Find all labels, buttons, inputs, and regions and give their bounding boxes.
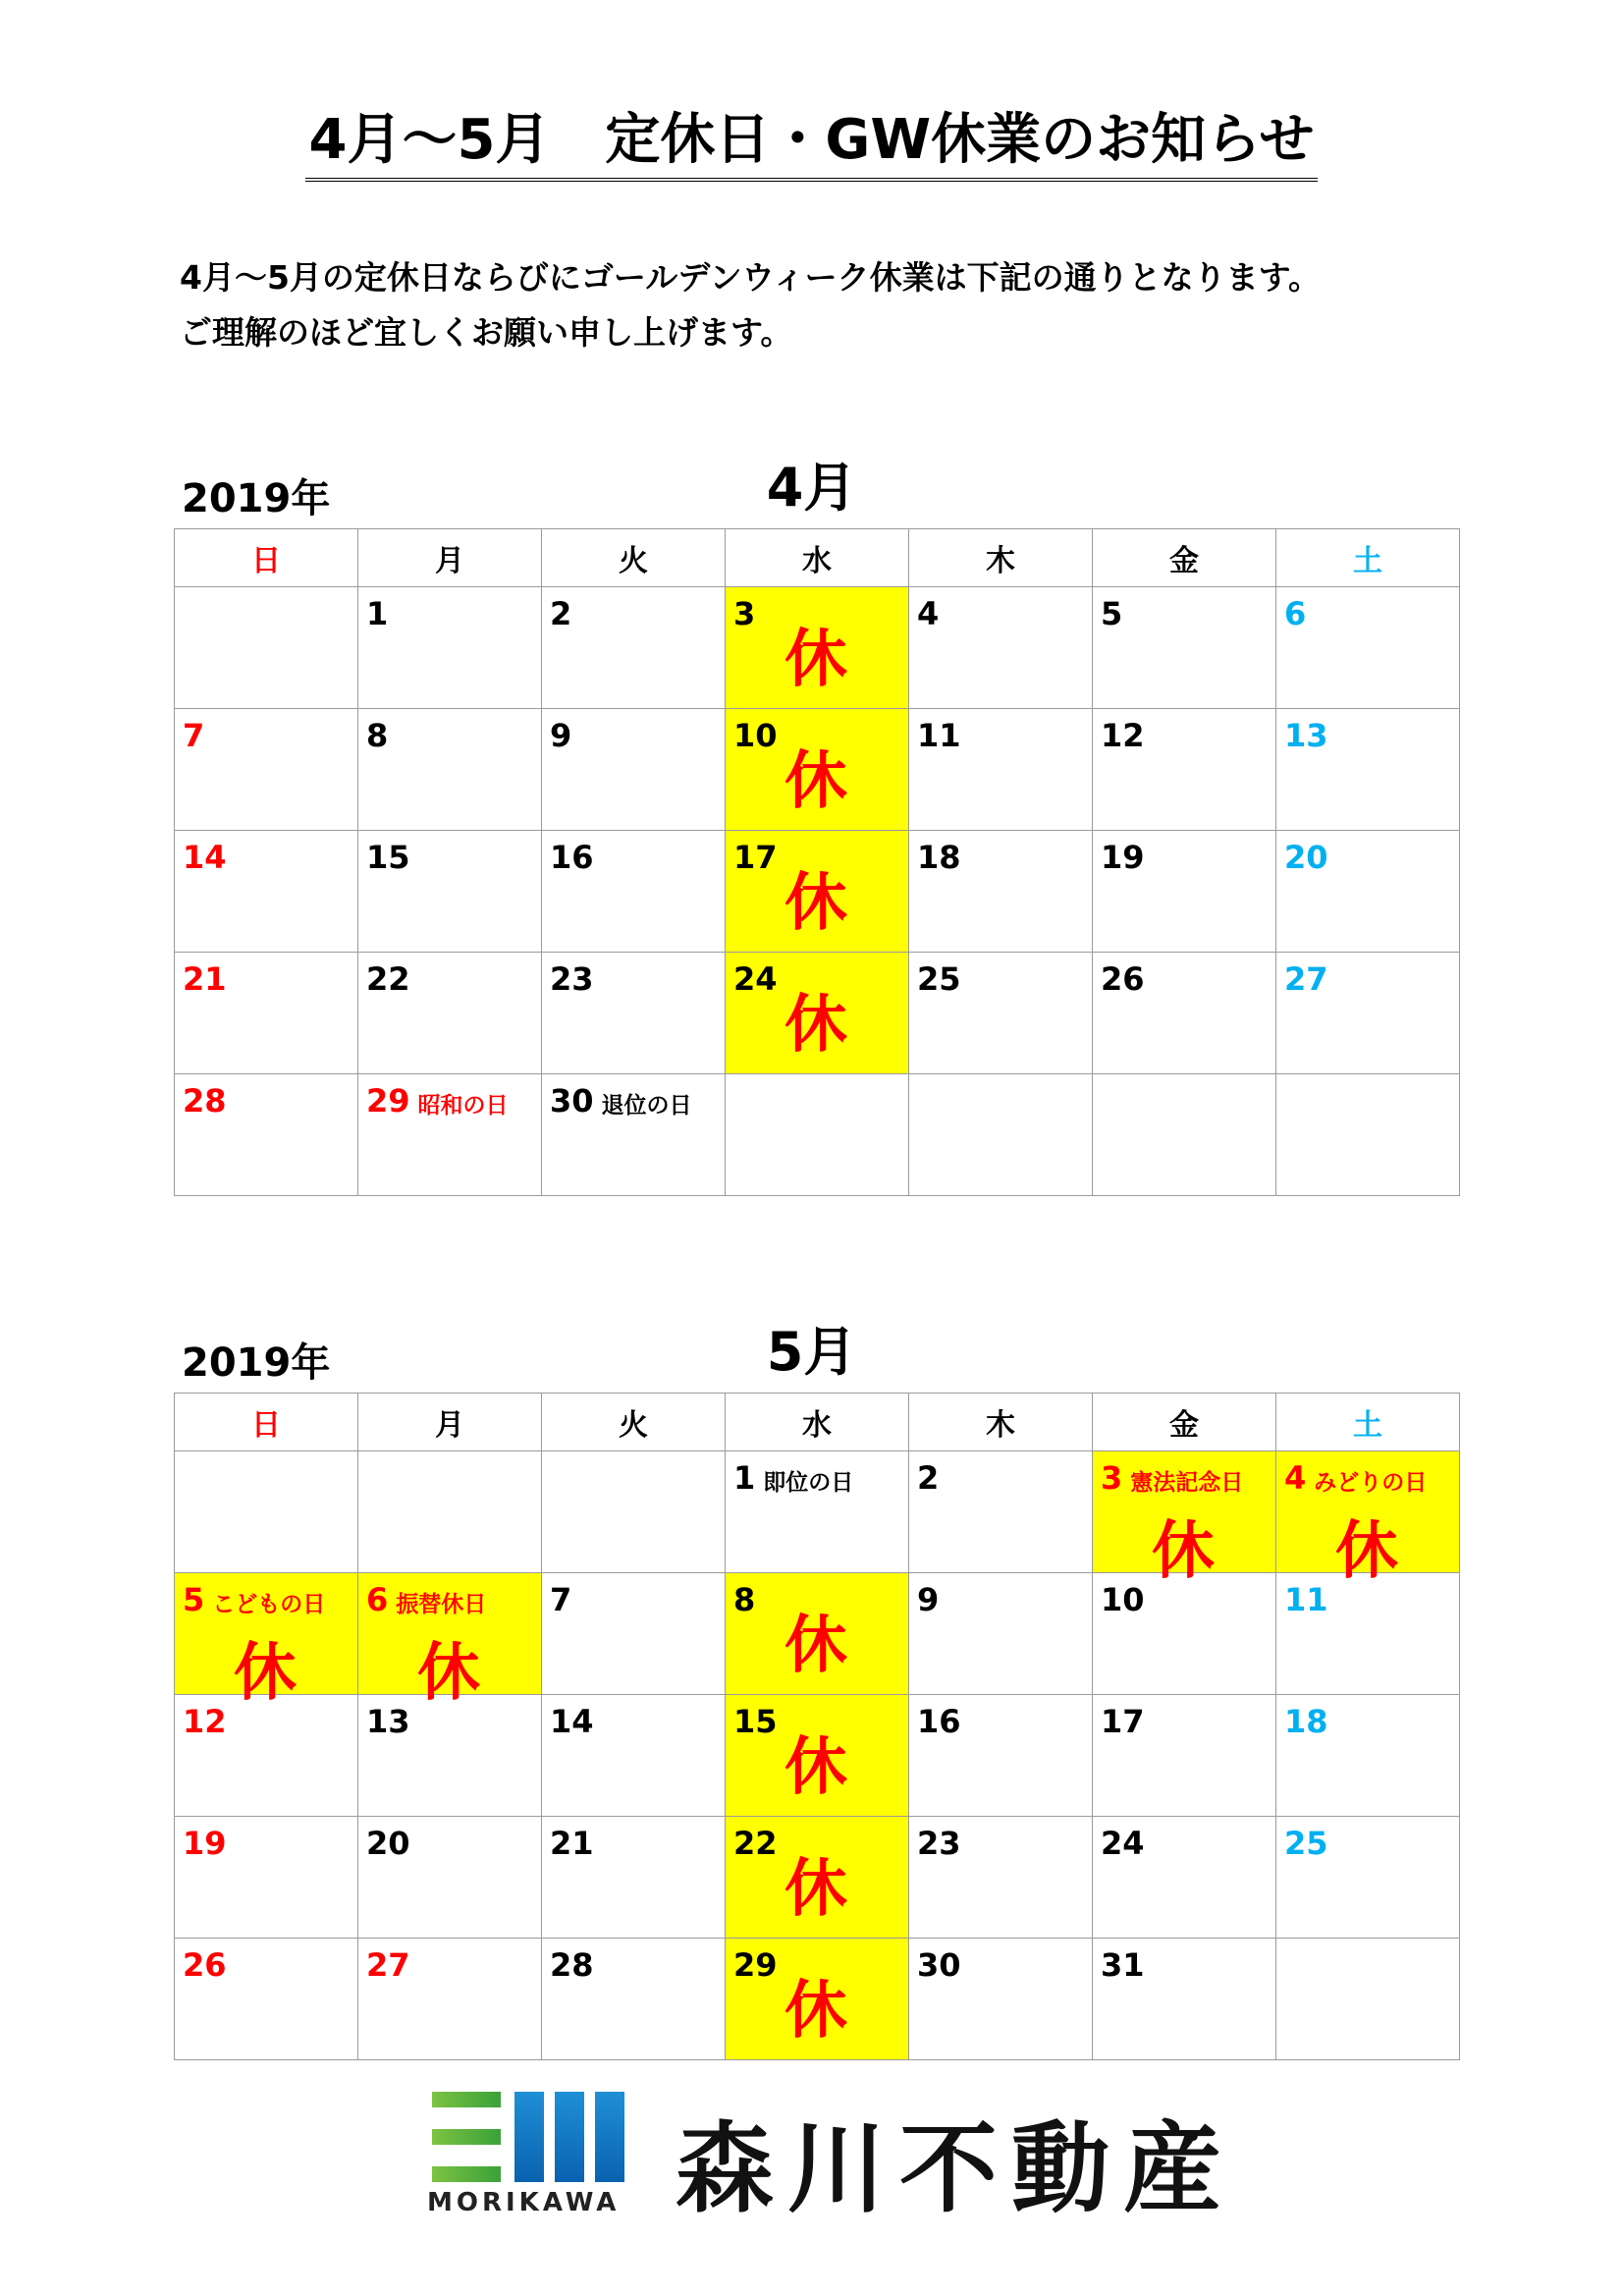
weekday-header: 木: [909, 1394, 1093, 1451]
day-cell: [726, 1573, 909, 1695]
day-number-value: 24: [1101, 1825, 1145, 1862]
day-number-value: 5: [183, 1581, 205, 1618]
day-number: [733, 1703, 778, 1740]
day-number: [550, 1825, 594, 1862]
day-number-value: 14: [183, 839, 227, 876]
day-cell: [542, 709, 726, 831]
day-cell: [358, 587, 542, 709]
week-row: [175, 1939, 1460, 2060]
day-number: [183, 1825, 227, 1862]
intro-text: [180, 250, 1321, 360]
closed-mark: 休: [784, 1853, 847, 1926]
day-number: [1284, 595, 1306, 632]
day-cell: [175, 1074, 358, 1196]
day-cell: [909, 587, 1093, 709]
day-number-value: 17: [1101, 1703, 1145, 1740]
day-number: [550, 1946, 594, 1984]
day-number: [1101, 1825, 1145, 1862]
day-number: [183, 839, 227, 876]
day-cell: [542, 953, 726, 1074]
day-number: [183, 1946, 227, 1984]
day-number-value: 13: [1284, 717, 1328, 754]
day-number: [1101, 1459, 1243, 1497]
day-cell: [726, 709, 909, 831]
intro-line-1: 4月～5月の定休日ならびにゴールデンウィーク休業は下記の通りとなります。: [180, 258, 1321, 297]
day-cell: [1093, 1074, 1276, 1196]
day-number: [366, 1825, 410, 1862]
day-number: [1101, 1703, 1145, 1740]
day-cell: [1276, 1451, 1460, 1588]
day-number-value: 28: [183, 1082, 227, 1120]
holiday-name: 昭和の日: [417, 1092, 509, 1119]
day-cell: [909, 1573, 1093, 1695]
company-name: 森川不動産: [676, 2110, 1235, 2226]
closed-mark: 休: [1335, 1515, 1398, 1588]
day-number: [183, 1082, 227, 1120]
holiday-name: 振替休日: [396, 1591, 487, 1617]
closed-mark: 休: [784, 745, 847, 818]
day-cell: [1093, 1817, 1276, 1939]
day-cell: [726, 953, 909, 1074]
day-number-value: 26: [183, 1946, 227, 1984]
day-cell: [542, 1451, 726, 1573]
day-number-value: 27: [1284, 960, 1328, 998]
may-calendar-table: [174, 1393, 1460, 2060]
day-cell: [726, 831, 909, 953]
day-number-value: 6: [366, 1581, 389, 1618]
weekday-header: 水: [726, 529, 909, 587]
day-cell: [542, 831, 726, 953]
day-cell: [175, 1451, 358, 1573]
day-number-value: 18: [1284, 1703, 1328, 1740]
day-cell: [1093, 831, 1276, 953]
day-cell: [358, 1939, 542, 2060]
day-number: [1101, 960, 1145, 998]
day-number: [1284, 839, 1328, 876]
day-cell: [726, 587, 909, 709]
day-number: [183, 1703, 227, 1740]
week-row: [175, 1451, 1460, 1573]
day-number-value: 2: [917, 1459, 940, 1497]
closed-mark: 休: [784, 1975, 847, 2048]
april-year-label: 2019年: [182, 476, 331, 521]
day-number: [183, 1581, 325, 1618]
april-calendar-table: [174, 528, 1460, 1196]
holiday-name: こどもの日: [212, 1591, 326, 1617]
day-number-value: 3: [1101, 1459, 1123, 1497]
day-number-value: 16: [550, 839, 594, 876]
day-number-value: 15: [366, 839, 410, 876]
day-cell: [175, 1573, 358, 1710]
day-number-value: 20: [366, 1825, 410, 1862]
day-number: [366, 717, 388, 754]
closed-mark: 休: [234, 1637, 297, 1710]
day-cell: [1276, 831, 1460, 953]
day-cell: [175, 953, 358, 1074]
day-cell: [909, 953, 1093, 1074]
weekday-header: 金: [1093, 1394, 1276, 1451]
day-number: [1101, 595, 1122, 632]
closed-mark: 休: [784, 867, 847, 940]
day-number-value: 30: [917, 1946, 961, 1984]
day-number: [733, 839, 778, 876]
day-number-value: 5: [1101, 595, 1123, 632]
day-number-value: 25: [1284, 1825, 1328, 1862]
day-cell: [358, 1695, 542, 1817]
day-number-value: 4: [917, 595, 940, 632]
day-cell: [358, 1817, 542, 1939]
page-title: [0, 96, 1623, 175]
day-number-value: 14: [550, 1703, 594, 1740]
day-number: [183, 960, 227, 998]
day-cell: [175, 1939, 358, 2060]
day-number-value: 12: [1101, 717, 1145, 754]
closed-mark: 休: [417, 1637, 480, 1710]
day-number: [366, 1581, 486, 1618]
day-cell: [1093, 1451, 1276, 1588]
day-cell: [358, 831, 542, 953]
day-number: [183, 717, 204, 754]
day-number-value: 15: [733, 1703, 778, 1740]
day-number: [550, 595, 571, 632]
day-cell: [542, 1939, 726, 2060]
intro-line-2: ご理解のほど宜しくお願い申し上げます。: [180, 313, 793, 352]
day-number: [550, 1082, 692, 1120]
day-number-value: 24: [733, 960, 778, 998]
day-cell: [1276, 953, 1460, 1074]
day-number-value: 21: [183, 960, 227, 998]
day-number-value: 18: [917, 839, 961, 876]
week-row: [175, 831, 1460, 953]
day-number: [1101, 1946, 1145, 1984]
day-cell: [175, 709, 358, 831]
day-number-value: 10: [1101, 1581, 1145, 1618]
day-number-value: 29: [366, 1082, 410, 1120]
day-cell: [1093, 587, 1276, 709]
day-number-value: 17: [733, 839, 778, 876]
closed-mark: 休: [784, 1610, 847, 1682]
closed-mark: 休: [784, 624, 847, 696]
day-number-value: 7: [550, 1581, 572, 1618]
day-number-value: 1: [366, 595, 389, 632]
day-number: [550, 1703, 594, 1740]
week-row: [175, 1074, 1460, 1196]
holiday-name: 憲法記念日: [1130, 1469, 1244, 1496]
day-number: [733, 1459, 853, 1497]
day-number-value: 23: [550, 960, 594, 998]
weekday-header: 火: [542, 1394, 726, 1451]
morikawa-logo-icon: [432, 2092, 624, 2186]
day-cell: [726, 1451, 909, 1573]
day-cell: [1276, 1695, 1460, 1817]
day-cell: [358, 1573, 542, 1710]
weekday-header: 日: [175, 1394, 358, 1451]
day-number-value: 6: [1284, 595, 1307, 632]
day-number: [550, 960, 594, 998]
day-cell: [1276, 1573, 1460, 1695]
closed-mark: 休: [784, 1731, 847, 1804]
logo-wordmark: MORIKAWA: [427, 2188, 621, 2217]
weekday-header: 木: [909, 529, 1093, 587]
day-cell: [1093, 953, 1276, 1074]
day-number-value: 25: [917, 960, 961, 998]
day-number-value: 21: [550, 1825, 594, 1862]
day-number: [917, 595, 939, 632]
day-number-value: 26: [1101, 960, 1145, 998]
may-year-label: 2019年: [182, 1340, 331, 1386]
day-cell: [726, 1695, 909, 1817]
day-number-value: 16: [917, 1703, 961, 1740]
day-number-value: 1: [733, 1459, 756, 1497]
day-number: [1284, 1581, 1328, 1618]
day-number-value: 30: [550, 1082, 594, 1120]
day-number: [917, 1946, 961, 1984]
week-row: [175, 587, 1460, 709]
day-number: [733, 717, 778, 754]
day-cell: [1093, 1939, 1276, 2060]
day-number: [366, 1082, 509, 1120]
day-cell: [175, 1695, 358, 1817]
day-cell: [909, 1451, 1093, 1573]
day-number: [733, 595, 755, 632]
day-number: [733, 960, 778, 998]
day-cell: [175, 831, 358, 953]
day-number: [917, 1703, 961, 1740]
day-cell: [542, 587, 726, 709]
day-cell: [726, 1939, 909, 2060]
day-number: [733, 1946, 778, 1984]
week-row: [175, 1817, 1460, 1939]
day-number: [733, 1825, 778, 1862]
day-cell: [542, 1695, 726, 1817]
day-number-value: 20: [1284, 839, 1328, 876]
day-number: [366, 960, 410, 998]
day-number: [917, 839, 961, 876]
weekday-header: 土: [1276, 1394, 1460, 1451]
day-cell: [358, 1451, 542, 1573]
day-cell: [1093, 1695, 1276, 1817]
april-month-label: 4月: [766, 457, 857, 519]
day-number: [1284, 717, 1328, 754]
day-number: [550, 1581, 571, 1618]
day-cell: [1276, 1074, 1460, 1196]
day-number: [366, 839, 410, 876]
day-number: [366, 1703, 410, 1740]
day-number: [917, 1581, 939, 1618]
day-number: [1284, 960, 1328, 998]
day-number: [917, 960, 961, 998]
weekday-header: 月: [358, 1394, 542, 1451]
day-number: [1284, 1459, 1427, 1497]
day-cell: [1276, 1817, 1460, 1939]
day-cell: [175, 587, 358, 709]
day-cell: [542, 1817, 726, 1939]
holiday-name: 退位の日: [601, 1092, 692, 1119]
day-cell: [909, 1074, 1093, 1196]
day-cell: [358, 709, 542, 831]
day-number: [917, 1459, 939, 1497]
day-number-value: 9: [550, 717, 572, 754]
day-cell: [726, 1074, 909, 1196]
day-number: [1101, 717, 1145, 754]
weekday-header: 土: [1276, 529, 1460, 587]
day-number-value: 4: [1284, 1459, 1307, 1497]
day-number-value: 10: [733, 717, 778, 754]
weekday-header: 金: [1093, 529, 1276, 587]
day-number: [366, 595, 388, 632]
weekday-header: 水: [726, 1394, 909, 1451]
day-cell: [909, 1817, 1093, 1939]
day-number-value: 11: [917, 717, 961, 754]
day-cell: [1276, 709, 1460, 831]
weekday-header-row: [175, 529, 1460, 587]
day-number: [917, 717, 961, 754]
week-row: [175, 1695, 1460, 1817]
week-row: [175, 953, 1460, 1074]
day-number: [550, 717, 571, 754]
may-month-label: 5月: [766, 1321, 857, 1383]
day-number-value: 19: [183, 1825, 227, 1862]
day-cell: [542, 1074, 726, 1196]
day-number-value: 19: [1101, 839, 1145, 876]
week-row: [175, 1573, 1460, 1695]
day-number-value: 23: [917, 1825, 961, 1862]
day-number-value: 9: [917, 1581, 940, 1618]
day-cell: [909, 709, 1093, 831]
day-cell: [909, 831, 1093, 953]
day-number-value: 22: [733, 1825, 778, 1862]
day-cell: [358, 953, 542, 1074]
day-number-value: 29: [733, 1946, 778, 1984]
day-number-value: 28: [550, 1946, 594, 1984]
day-number: [1284, 1703, 1328, 1740]
weekday-header-row: [175, 1394, 1460, 1451]
day-number: [1101, 839, 1145, 876]
holiday-name: みどりの日: [1314, 1469, 1428, 1496]
week-row: [175, 709, 1460, 831]
day-number-value: 8: [366, 717, 389, 754]
day-cell: [726, 1817, 909, 1939]
page-title-text: 4月～5月 定休日・GW休業のお知らせ: [305, 108, 1319, 182]
closed-mark: 休: [1152, 1515, 1215, 1588]
day-number: [1284, 1825, 1328, 1862]
day-number-value: 8: [733, 1581, 756, 1618]
day-cell: [358, 1074, 542, 1196]
day-cell: [1093, 1573, 1276, 1695]
day-cell: [175, 1817, 358, 1939]
day-number-value: 7: [183, 717, 205, 754]
day-number-value: 22: [366, 960, 410, 998]
day-number: [366, 1946, 410, 1984]
weekday-header: 火: [542, 529, 726, 587]
day-number-value: 11: [1284, 1581, 1328, 1618]
holiday-name: 即位の日: [763, 1469, 854, 1496]
day-number-value: 13: [366, 1703, 410, 1740]
day-number-value: 2: [550, 595, 572, 632]
weekday-header: 月: [358, 529, 542, 587]
closed-mark: 休: [784, 989, 847, 1062]
weekday-header: 日: [175, 529, 358, 587]
day-cell: [909, 1695, 1093, 1817]
day-cell: [542, 1573, 726, 1695]
day-number-value: 27: [366, 1946, 410, 1984]
day-number-value: 3: [733, 595, 756, 632]
day-number-value: 12: [183, 1703, 227, 1740]
day-number-value: 31: [1101, 1946, 1145, 1984]
day-number: [733, 1581, 755, 1618]
day-cell: [1276, 587, 1460, 709]
day-cell: [1276, 1939, 1460, 2060]
day-cell: [1093, 709, 1276, 831]
day-number: [550, 839, 594, 876]
day-cell: [909, 1939, 1093, 2060]
day-number: [917, 1825, 961, 1862]
day-number: [1101, 1581, 1145, 1618]
